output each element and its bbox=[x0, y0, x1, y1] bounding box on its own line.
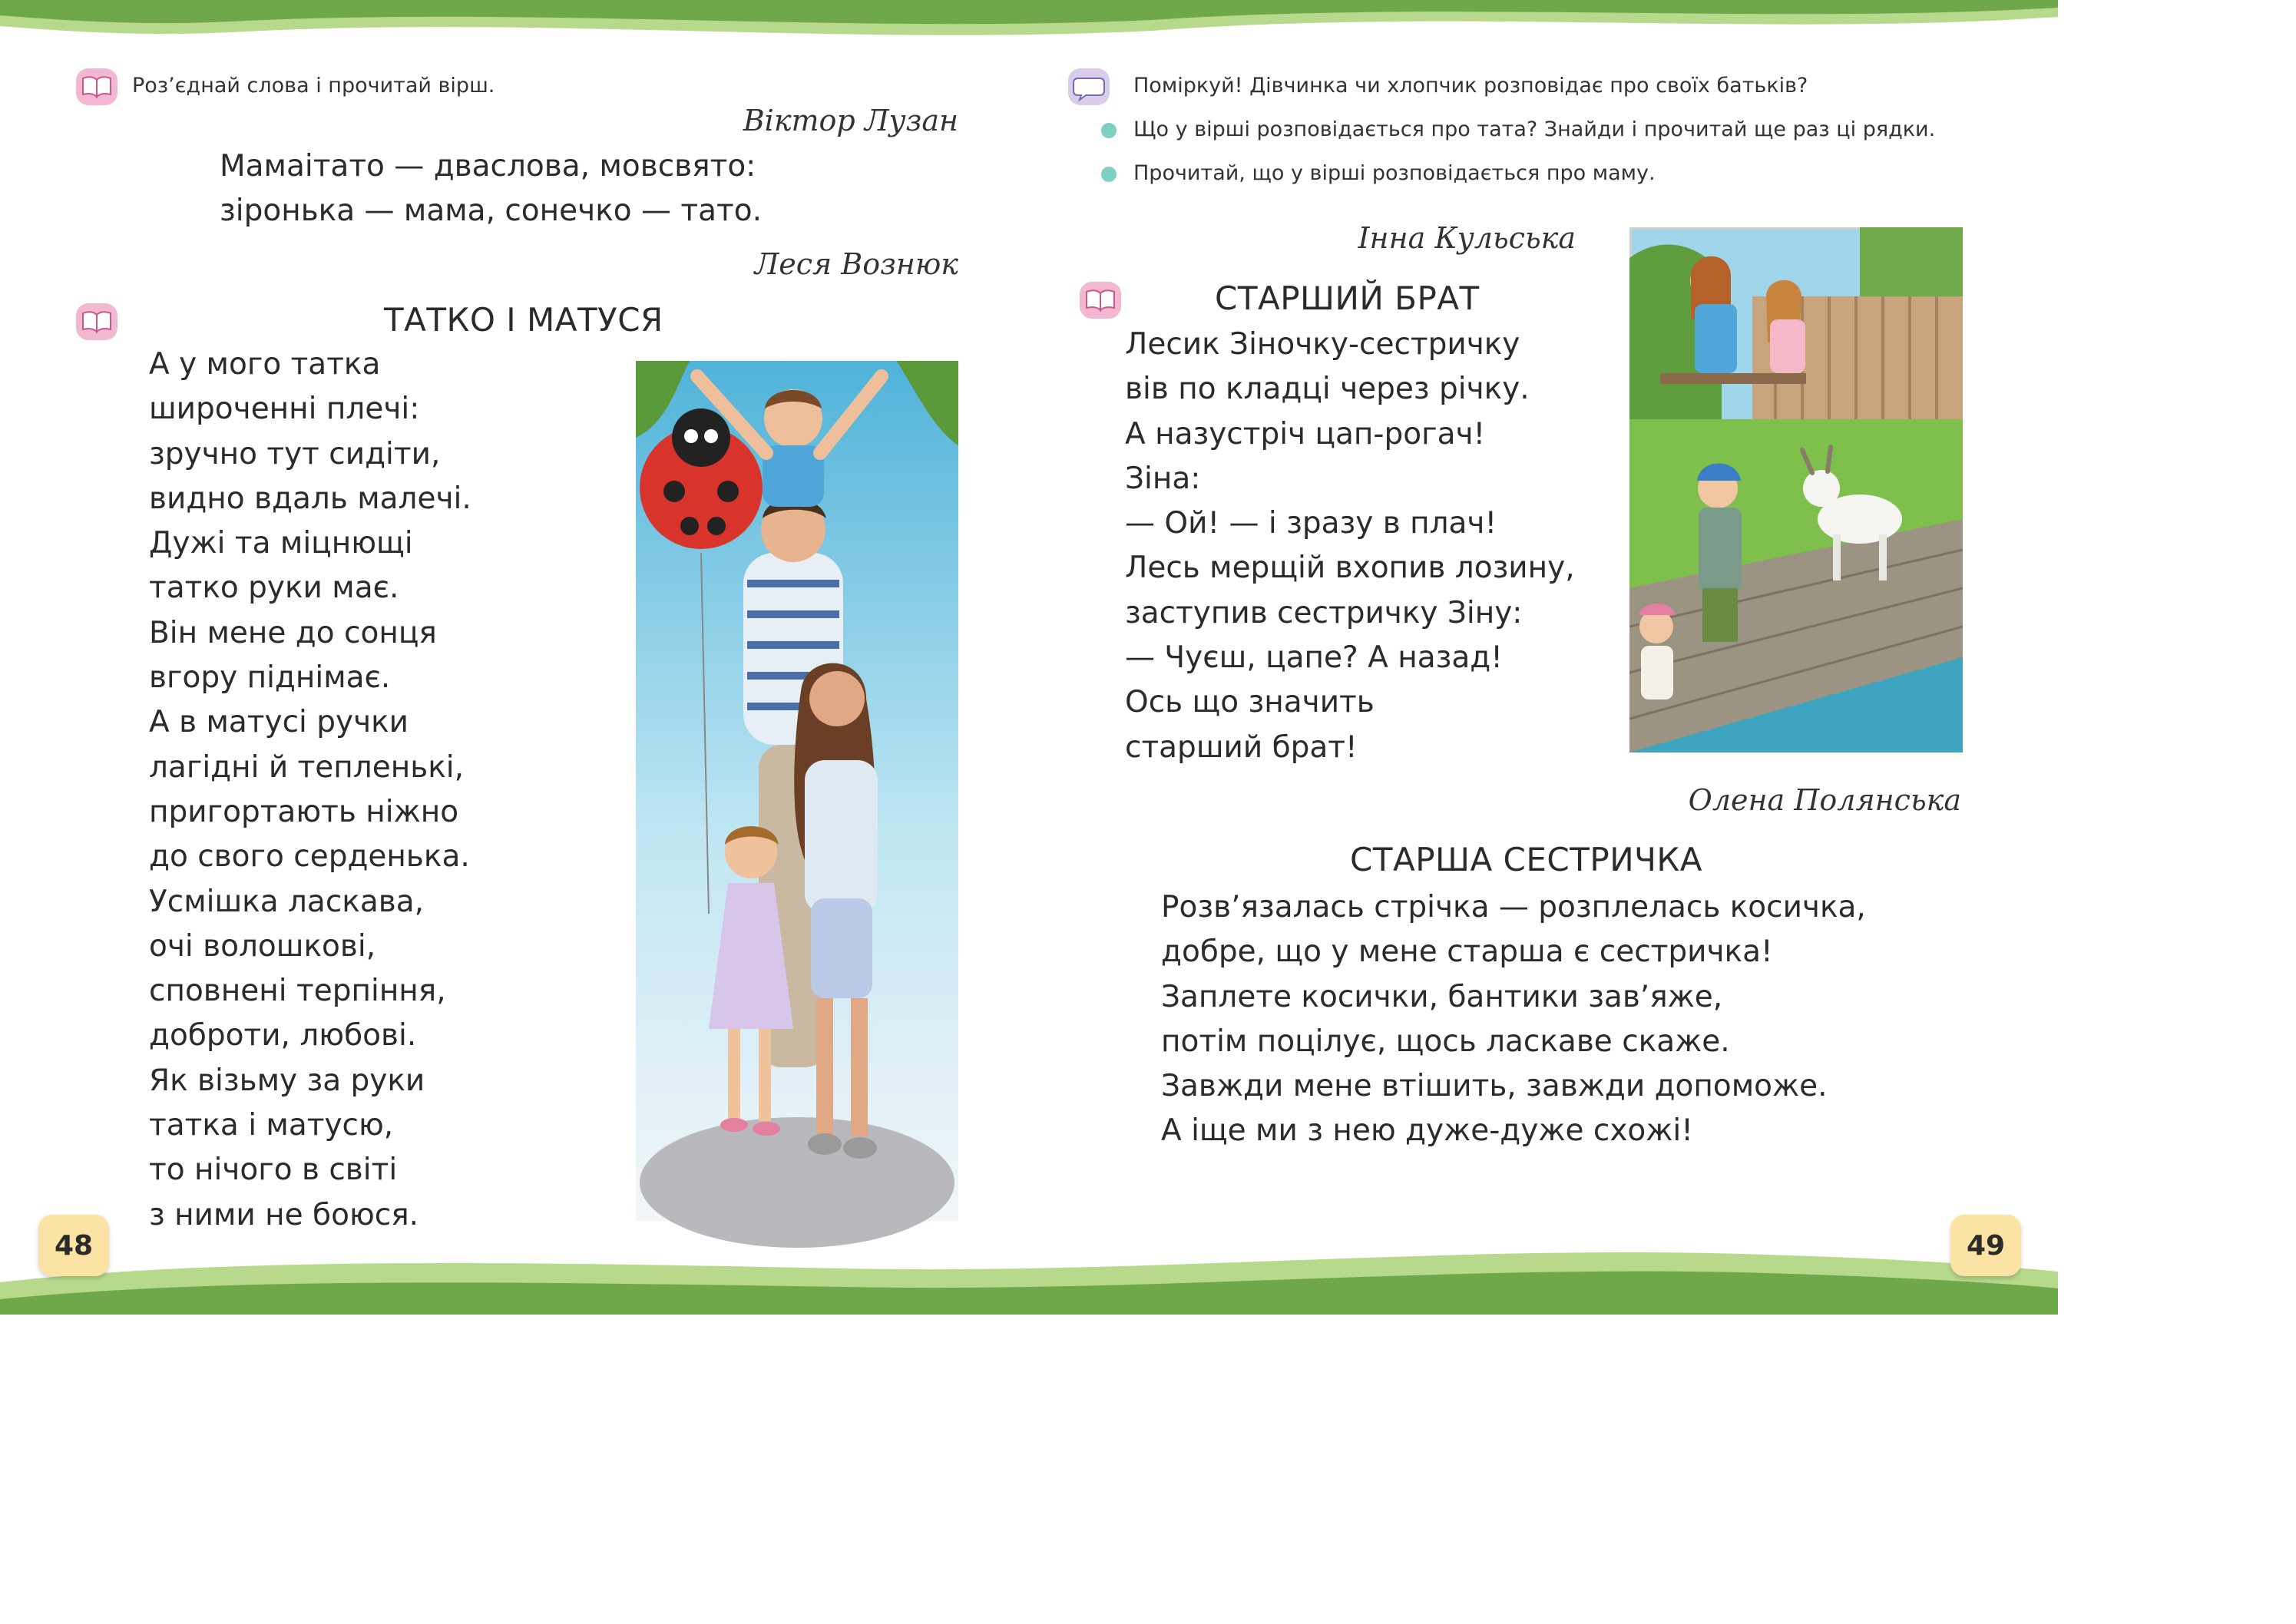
poem-line: потім поцілує, щось ласкаве скаже. bbox=[1161, 1024, 1730, 1059]
open-book-icon bbox=[75, 303, 118, 341]
poem-line: широченні плечі: bbox=[149, 392, 420, 427]
goat-bridge-illustration bbox=[1629, 227, 1963, 752]
poem-line: вгору піднімає. bbox=[149, 660, 391, 696]
poem-line: вів по кладці через річку. bbox=[1125, 372, 1530, 407]
poem-line: Зіна: bbox=[1125, 461, 1201, 496]
poem-line: Заплете косички, бантики зав’яже, bbox=[1161, 979, 1723, 1014]
poem-line: пригортають ніжно bbox=[149, 794, 459, 829]
author-name: Віктор Лузан bbox=[743, 104, 958, 137]
poem-line: зручно тут сидіти, bbox=[149, 436, 441, 471]
speech-bubble-icon bbox=[1067, 68, 1110, 106]
poem-line: А у мого татка bbox=[149, 347, 381, 382]
poem-line: Ось що значить bbox=[1125, 685, 1375, 720]
poem-line: Він мене до сонця bbox=[149, 615, 437, 650]
poem-line: видно вдаль малечі. bbox=[149, 481, 471, 516]
poem-line: Як візьму за руки bbox=[149, 1063, 425, 1098]
page-number: 48 bbox=[38, 1215, 109, 1276]
poem-line: Розв’язалась стрічка — розплелась косичка, bbox=[1161, 890, 1866, 924]
poem-line: Лесик Зіночку-сестричку bbox=[1125, 327, 1520, 362]
poem-line: — Ой! — і зразу в плач! bbox=[1125, 506, 1497, 541]
poem-starsha-sestrychka bbox=[1161, 885, 1866, 1154]
instruction-text: Роз’єднай слова і прочитай вірш. bbox=[132, 74, 495, 98]
author-name: Олена Полянська bbox=[1688, 783, 1961, 817]
poem-line: то нічого в світі bbox=[149, 1153, 398, 1188]
family-illustration bbox=[636, 361, 958, 1252]
poem-mamaitato bbox=[220, 144, 762, 234]
bullet-dot bbox=[1101, 167, 1117, 182]
poem-line: очі волошкові, bbox=[149, 928, 376, 964]
poem-line: А назустріч цап-рогач! bbox=[1125, 416, 1486, 451]
poem-line: сповнені терпіння, bbox=[149, 974, 446, 1009]
poem-tatko-i-matusya bbox=[149, 342, 471, 1238]
poem-line: старший брат! bbox=[1125, 729, 1358, 765]
author-name: Інна Кульська bbox=[1358, 221, 1576, 255]
question-text: Поміркуй! Дівчинка чи хлопчик розповідає про своїх батьків? bbox=[1133, 74, 1808, 98]
bullet-dot bbox=[1101, 123, 1117, 138]
poem-line: доброти, любові. bbox=[149, 1018, 417, 1053]
bottom-green-band bbox=[0, 1229, 2058, 1315]
poem-title: СТАРШИЙ БРАТ bbox=[1215, 279, 1480, 317]
poem-line: лагідні й тепленькі, bbox=[149, 749, 464, 785]
poem-line: татко руки має. bbox=[149, 571, 399, 606]
poem-line: Лесь мерщій вхопив лозину, bbox=[1125, 551, 1575, 586]
poem-line: Мамаітато — дваслова, мовсвято: bbox=[220, 149, 756, 184]
poem-line: зіронька — мама, сонечко — тато. bbox=[220, 193, 762, 229]
poem-line: добре, що у мене старша є сестричка! bbox=[1161, 934, 1773, 970]
top-green-band bbox=[0, 0, 2058, 46]
poem-line: Дужі та міцнющі bbox=[149, 526, 413, 561]
poem-line: до свого серденька. bbox=[149, 839, 470, 875]
poem-line: Усмішка ласкава, bbox=[149, 884, 425, 919]
bullet-text: Що у вірші розповідається про тата? Знайди і прочитай ще раз ці рядки. bbox=[1133, 117, 1936, 141]
poem-line: Завжди мене втішить, завжди допоможе. bbox=[1161, 1069, 1828, 1104]
poem-line: з ними не боюся. bbox=[149, 1197, 419, 1232]
open-book-icon bbox=[1079, 281, 1122, 319]
poem-line: заступив сестричку Зіну: bbox=[1125, 595, 1523, 630]
bullet-text: Прочитай, що у вірші розповідається про маму. bbox=[1133, 161, 1656, 185]
poem-starshyi-brat bbox=[1125, 322, 1575, 770]
poem-line: — Чуєш, цапе? А назад! bbox=[1125, 640, 1503, 676]
author-name: Леся Вознюк bbox=[754, 247, 958, 281]
page-number: 49 bbox=[1950, 1215, 2021, 1276]
open-book-icon bbox=[75, 68, 118, 106]
poem-line: А іще ми з нею дуже-дуже схожі! bbox=[1161, 1113, 1693, 1149]
poem-title: СТАРША СЕСТРИЧКА bbox=[1350, 841, 1702, 878]
poem-title: ТАТКО І МАТУСЯ bbox=[384, 301, 663, 339]
poem-line: А в матусі ручки bbox=[149, 705, 409, 740]
poem-line: татка і матусю, bbox=[149, 1108, 394, 1143]
